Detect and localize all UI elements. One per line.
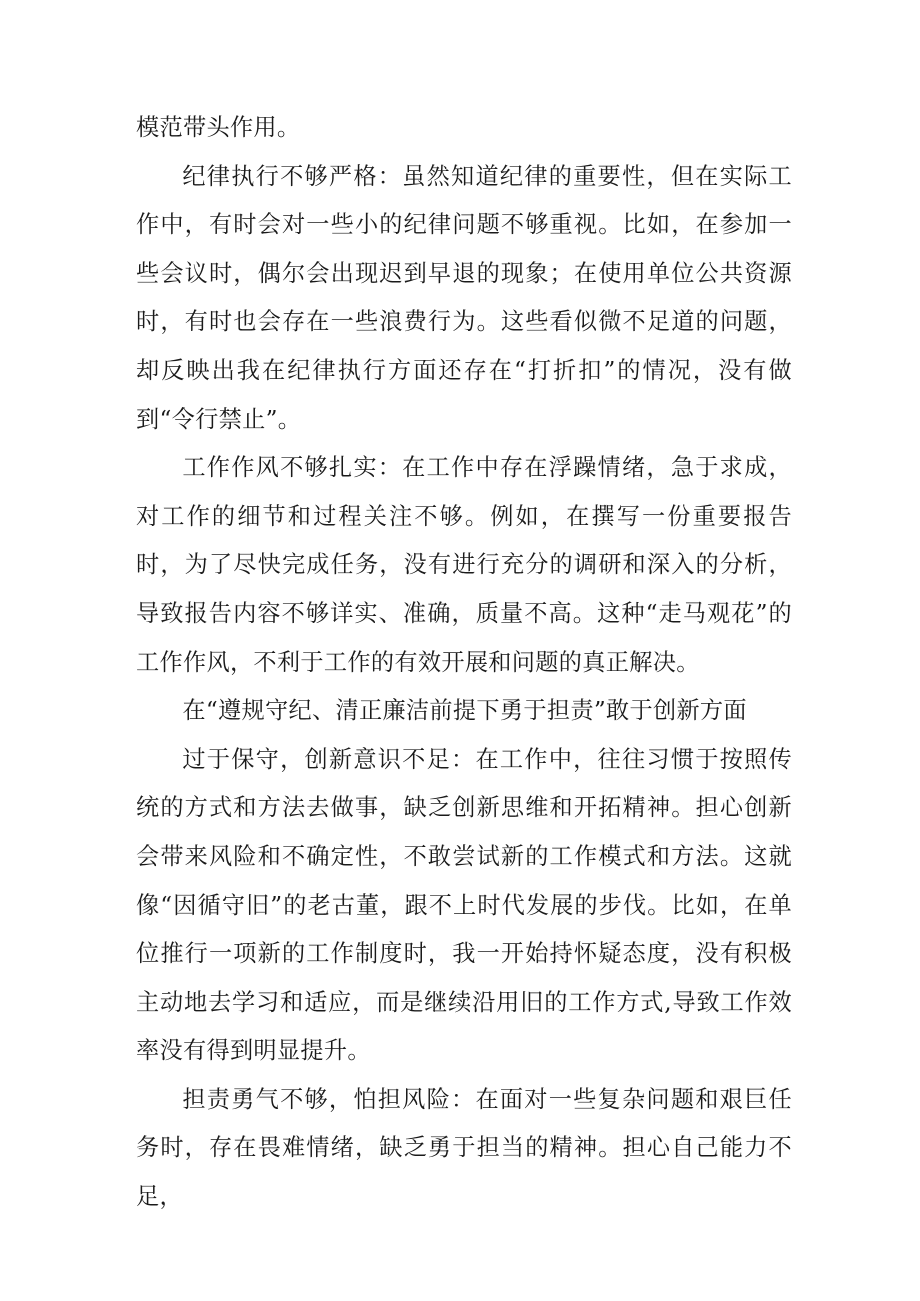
document-page (136, 104, 792, 1222)
section-heading-innovation: 在“遵规守纪、清正廉洁前提下勇于担责”敢于创新方面 (182, 697, 747, 725)
paragraph-continuation: 模范带头作用。 (136, 114, 301, 141)
paragraph-responsibility: 担责勇气不够，怕担风险：在面对一些复杂问题和艰巨任务时，存在畏难情绪，缺乏勇于担当的精神。担心自己能力不足， (136, 1085, 792, 1211)
paragraph-conservative: 过于保守，创新意识不足：在工作中，往往习惯于按照传统的方式和方法去做事，缺乏创新思维和开拓精神。担心创新会带来风险和不确定性，不敢尝试新的工作模式和方法。这就像“因循守旧”的老古董，跟不上时代发展的步伐。比如，在单位推行一项新的工作制度时，我一开始持怀疑态度，没有积极主动地去学习和适应，而是继续沿用旧的工作方式,导致工作效率没有得到明显提升。 (136, 745, 792, 1065)
paragraph-discipline: 纪律执行不够严格：虽然知道纪律的重要性，但在实际工作中，有时会对一些小的纪律问题不够重视。比如，在参加一些会议时，偶尔会出现迟到早退的现象；在使用单位公共资源时，有时也会存在一些浪费行为。这些看似微不足道的问题，却反映出我在纪律执行方面还存在“打折扣”的情况，没有做到“令行禁止”。 (136, 162, 792, 433)
paragraph-work-style: 工作作风不够扎实：在工作中存在浮躁情绪，急于求成，对工作的细节和过程关注不够。例如，在撰写一份重要报告时，为了尽快完成任务，没有进行充分的调研和深入的分析，导致报告内容不够详实、准确，质量不高。这种“走马观花”的工作作风，不利于工作的有效开展和问题的真正解决。 (136, 454, 792, 676)
